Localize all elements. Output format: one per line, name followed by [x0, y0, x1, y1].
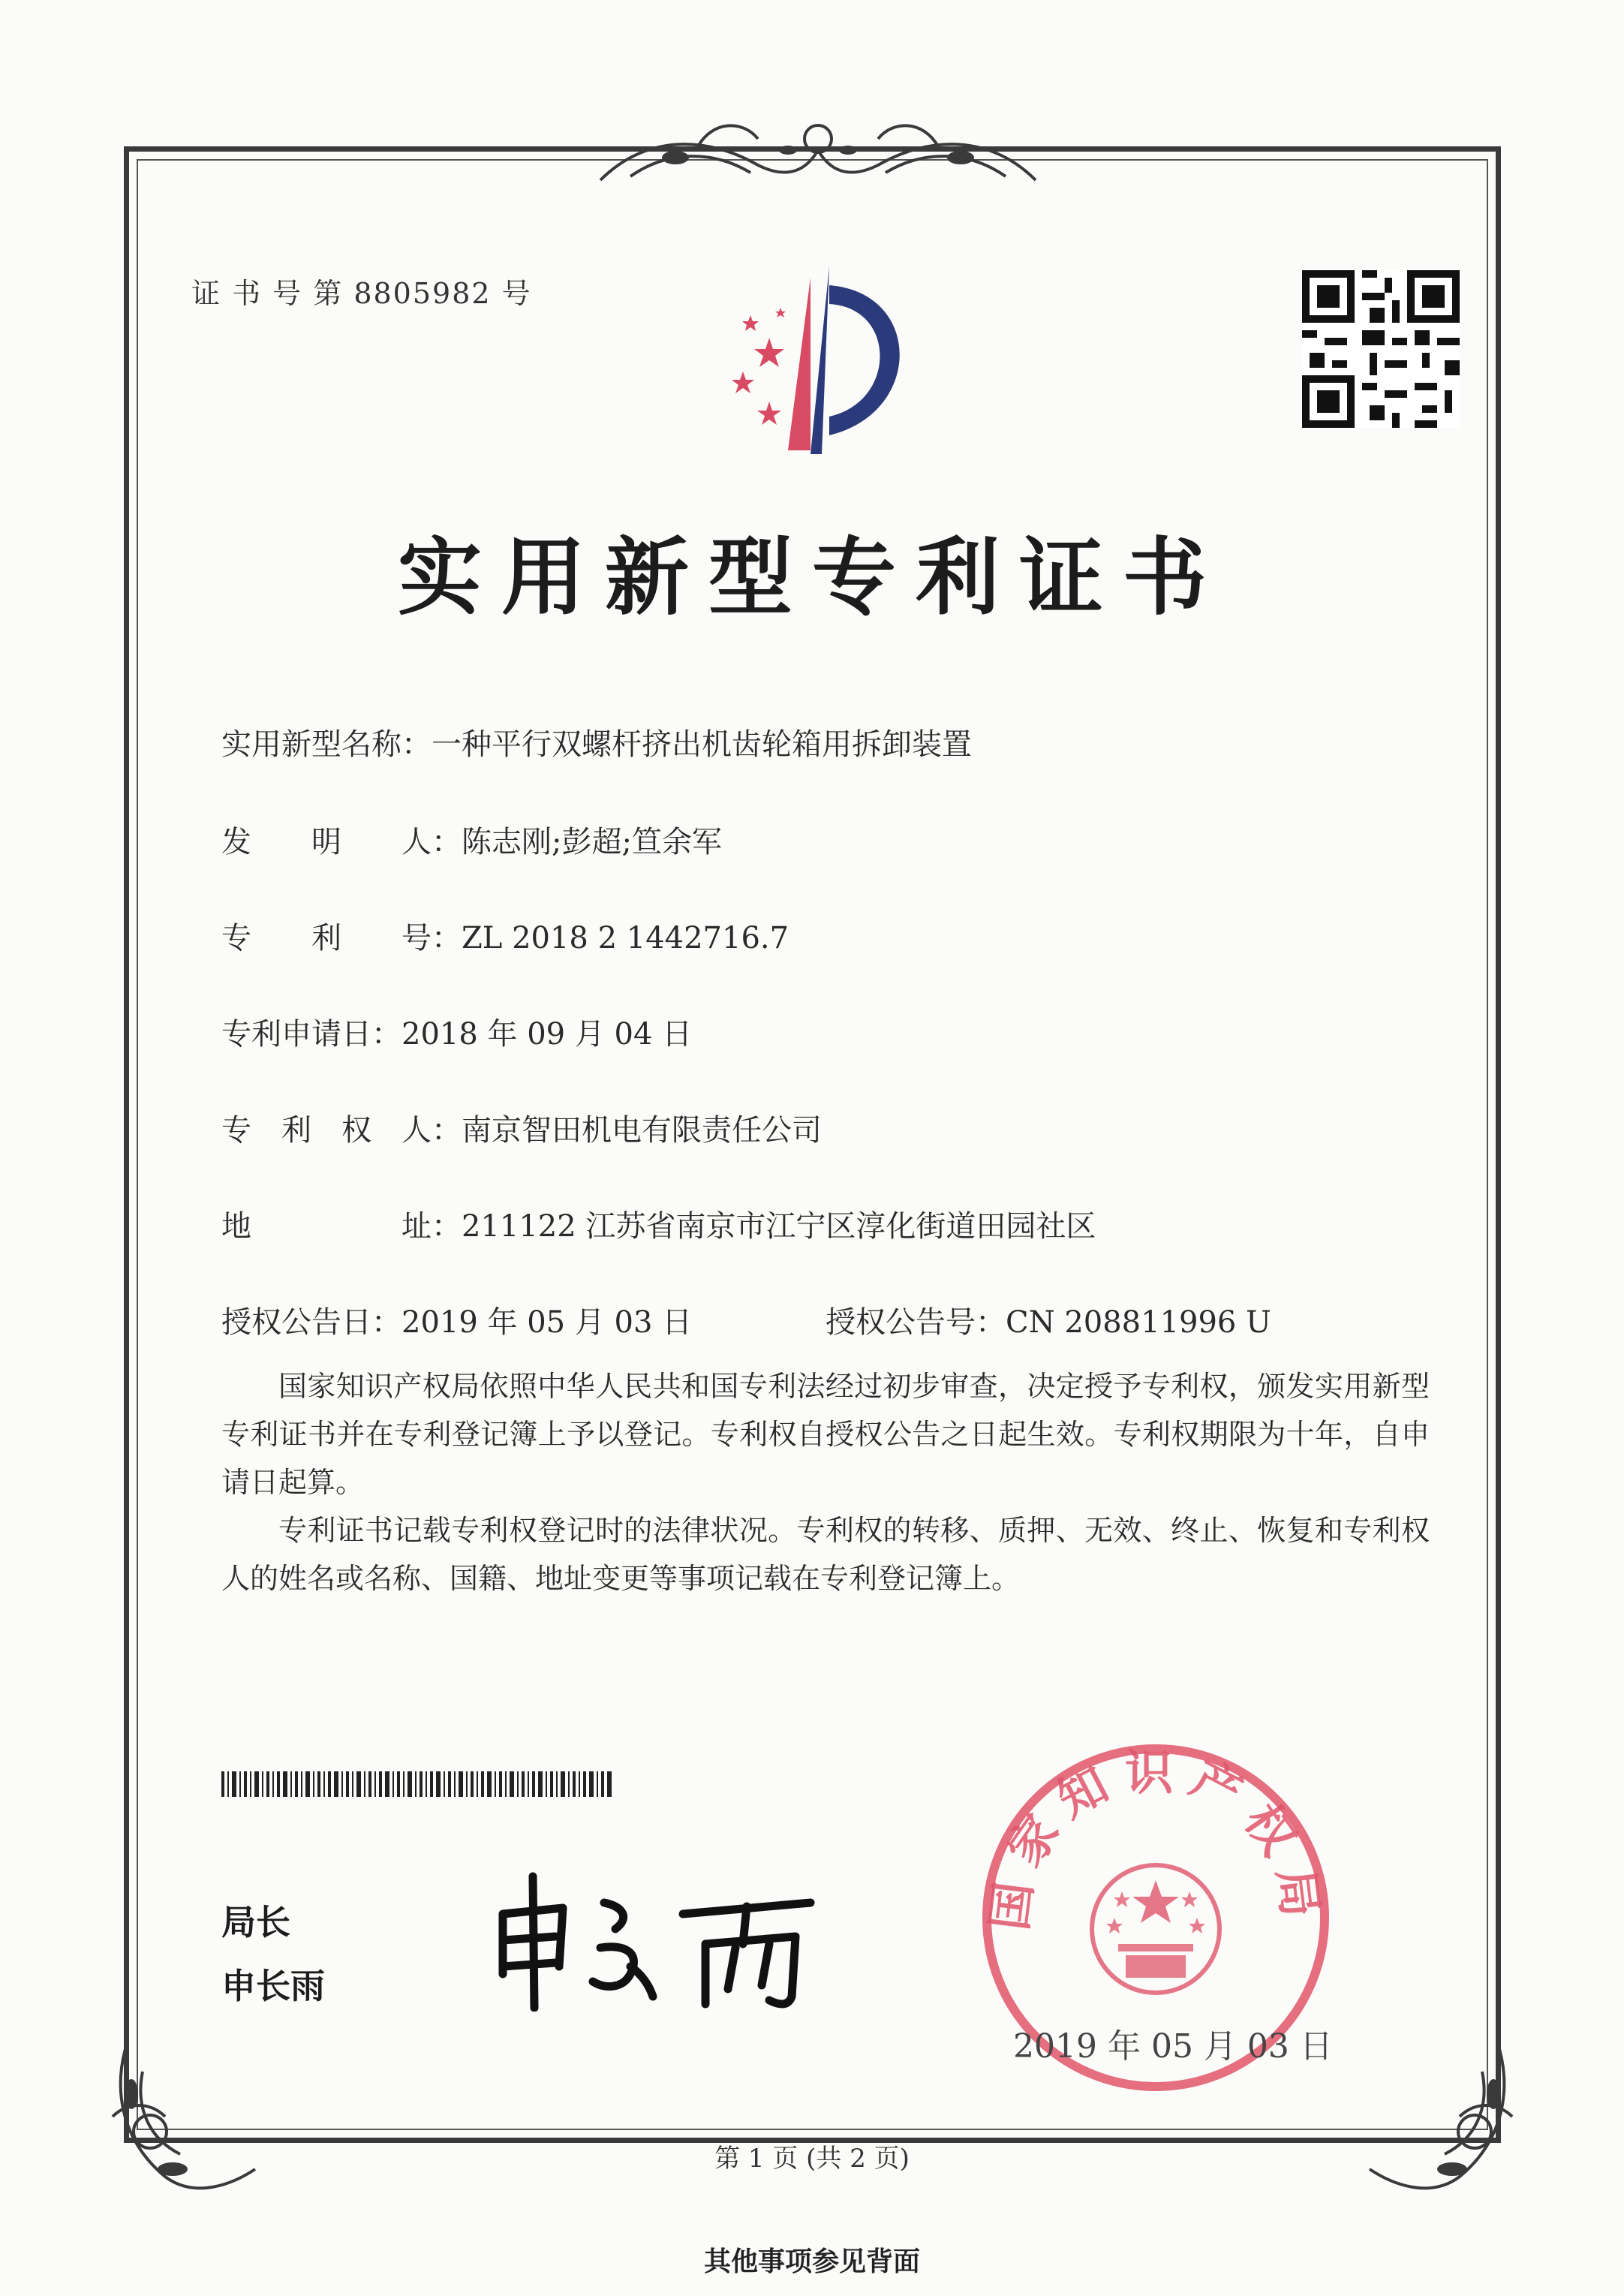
field-label: 授权公告号：	[826, 1305, 1006, 1340]
signature-icon	[480, 1861, 826, 2012]
top-ornament-icon	[585, 105, 1051, 203]
field-label: 专 利 号：	[221, 921, 462, 955]
field-value: 2019 年 05 月 03 日	[401, 1305, 693, 1340]
patent-office-logo-icon	[698, 263, 946, 458]
certificate-paragraph: 专利证书记载专利权登记时的法律状况。专利权的转移、质押、无效、终止、恢复和专利权人的姓名或名称、国籍、地址变更等事项记载在专利登记簿上。	[221, 1514, 1430, 1595]
field-patentee	[221, 1106, 822, 1149]
director-name: 申长雨	[221, 1966, 325, 2006]
seal-text: 国家知识产权局	[982, 1746, 1330, 1933]
footer-note: 其他事项参见背面	[703, 2246, 920, 2277]
page-number: 第 1 页 (共 2 页)	[714, 2144, 910, 2174]
field-label: 发 明 人：	[221, 825, 462, 859]
field-utility-model-name	[221, 721, 972, 763]
field-address	[221, 1202, 1096, 1245]
field-grant-date	[221, 1298, 692, 1341]
field-value: 一种平行双螺杆挤出机齿轮箱用拆卸装置	[432, 727, 972, 762]
field-inventors	[221, 818, 722, 861]
field-value: ZL 2018 2 1442716.7	[462, 921, 789, 955]
director-title: 局长	[221, 1902, 290, 1942]
field-application-date	[221, 1010, 692, 1053]
seal-date: 2019 年 05 月 03 日	[1013, 2027, 1333, 2066]
field-value: 2018 年 09 月 04 日	[401, 1017, 693, 1052]
field-label: 实用新型名称：	[221, 727, 432, 762]
field-value: 211122 江苏省南京市江宁区淳化街道田园社区	[462, 1209, 1096, 1244]
field-label: 授权公告日：	[221, 1305, 401, 1340]
field-value: CN 208811996 U	[1006, 1305, 1271, 1340]
field-patent-number	[221, 914, 789, 957]
barcode-icon	[221, 1771, 612, 1797]
qr-code-icon	[1302, 270, 1460, 428]
field-label: 专 利 权 人：	[221, 1113, 462, 1148]
certificate-paragraph: 国家知识产权局依照中华人民共和国专利法经过初步审查，决定授予专利权，颁发实用新型专利证书并在专利登记簿上予以登记。专利权自授权公告之日起生效。专利权期限为十年，自申请日起算。	[221, 1370, 1430, 1499]
field-value: 南京智田机电有限责任公司	[462, 1113, 822, 1148]
field-value: 陈志刚;彭超;笪余军	[462, 825, 722, 859]
certificate-title: 实用新型专利证书	[398, 528, 1226, 627]
field-label: 地 址：	[221, 1209, 462, 1244]
certificate-number: 证 书 号 第 8805982 号	[191, 277, 532, 310]
field-label: 专利申请日：	[221, 1017, 401, 1052]
field-announcement-number	[826, 1298, 1271, 1341]
